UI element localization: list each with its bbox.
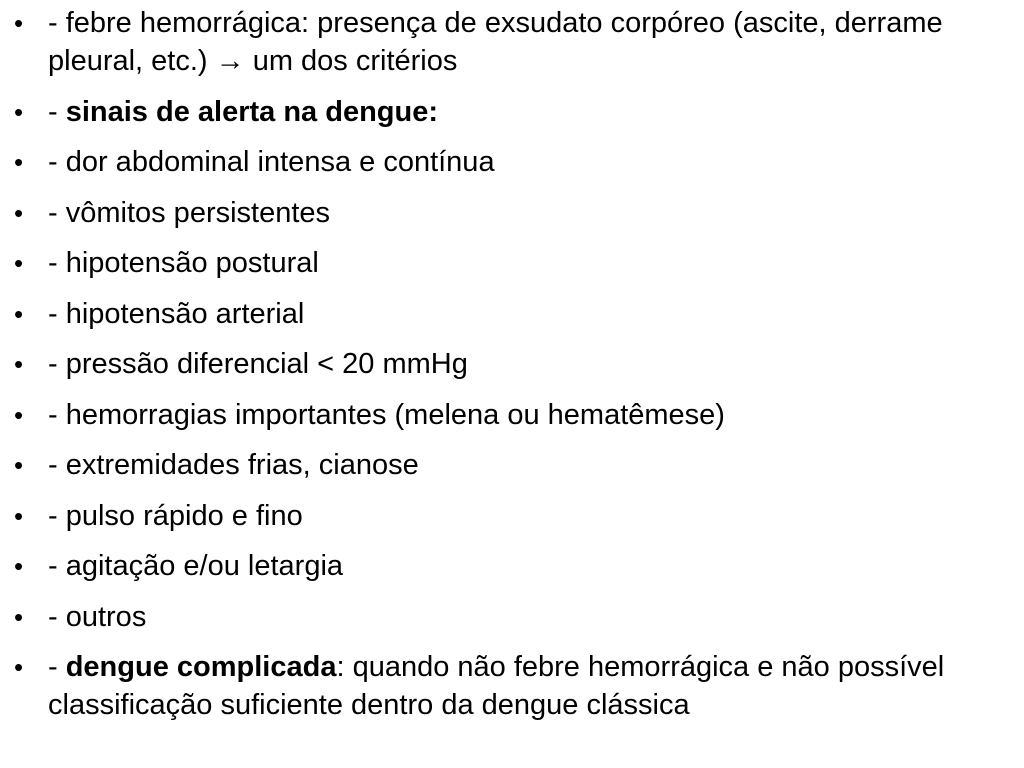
bullet-item	[14, 598, 1014, 636]
bullet-text: - hipotensão postural	[48, 247, 319, 279]
bullet-item	[14, 446, 1014, 484]
bullet-text: - hemorragias importantes (melena ou hematêmese)	[48, 398, 725, 431]
bullet-text: - agitação e/ou letargia	[48, 550, 344, 582]
bullet-dot: •	[14, 601, 24, 632]
bullet-dot: •	[14, 399, 24, 430]
bullet-text: - pressão diferencial < 20 mmHg	[48, 348, 468, 380]
bullet-dot: •	[14, 248, 24, 278]
bullet-text: - dor abdominal intensa e contínua	[48, 146, 495, 178]
bullet-item	[14, 648, 1014, 724]
bullet-dot: •	[14, 450, 24, 480]
bullet-dot: •	[14, 8, 24, 38]
bullet-dot: •	[14, 147, 24, 177]
bold-term: dengue complicada	[65, 651, 337, 683]
bullet-item	[14, 547, 1014, 585]
bullet-item	[14, 194, 1014, 232]
bullet-text: - pulso rápido e fino	[48, 499, 303, 532]
bullet-item	[14, 345, 1014, 383]
bold-heading: sinais de alerta na dengue:	[65, 95, 439, 128]
bullet-text: - vômitos persistentes	[48, 196, 331, 229]
bullet-dot: •	[14, 500, 24, 531]
bullet-dot: •	[14, 96, 24, 127]
bullet-text: - hipotensão arterial	[48, 297, 305, 330]
bullet-text: - febre hemorrágica: presença de exsudato corpóreo (ascite, derrame pleural, etc.) → um dos critérios	[48, 7, 943, 77]
bullet-list	[14, 4, 1014, 737]
bullet-item	[14, 4, 1014, 80]
bullet-item	[14, 396, 1014, 434]
bullet-dot: •	[14, 652, 24, 682]
bullet-text: - sinais de alerta na dengue:	[48, 95, 439, 128]
bullet-dot: •	[14, 298, 24, 329]
bullet-item	[14, 244, 1014, 282]
bullet-text: - dengue complicada: quando não febre hemorrágica e não possível classificação suficiente dentro da dengue clássica	[48, 651, 945, 721]
arrow-icon: →	[215, 45, 245, 77]
bullet-text: - extremidades frias, cianose	[48, 449, 419, 481]
bullet-dot: •	[14, 197, 24, 228]
bullet-item	[14, 93, 1014, 131]
bullet-text: - outros	[48, 600, 147, 633]
bullet-dot: •	[14, 551, 24, 581]
bullet-item	[14, 143, 1014, 181]
bullet-item	[14, 295, 1014, 333]
bullet-dot: •	[14, 349, 24, 379]
bullet-item	[14, 497, 1014, 535]
